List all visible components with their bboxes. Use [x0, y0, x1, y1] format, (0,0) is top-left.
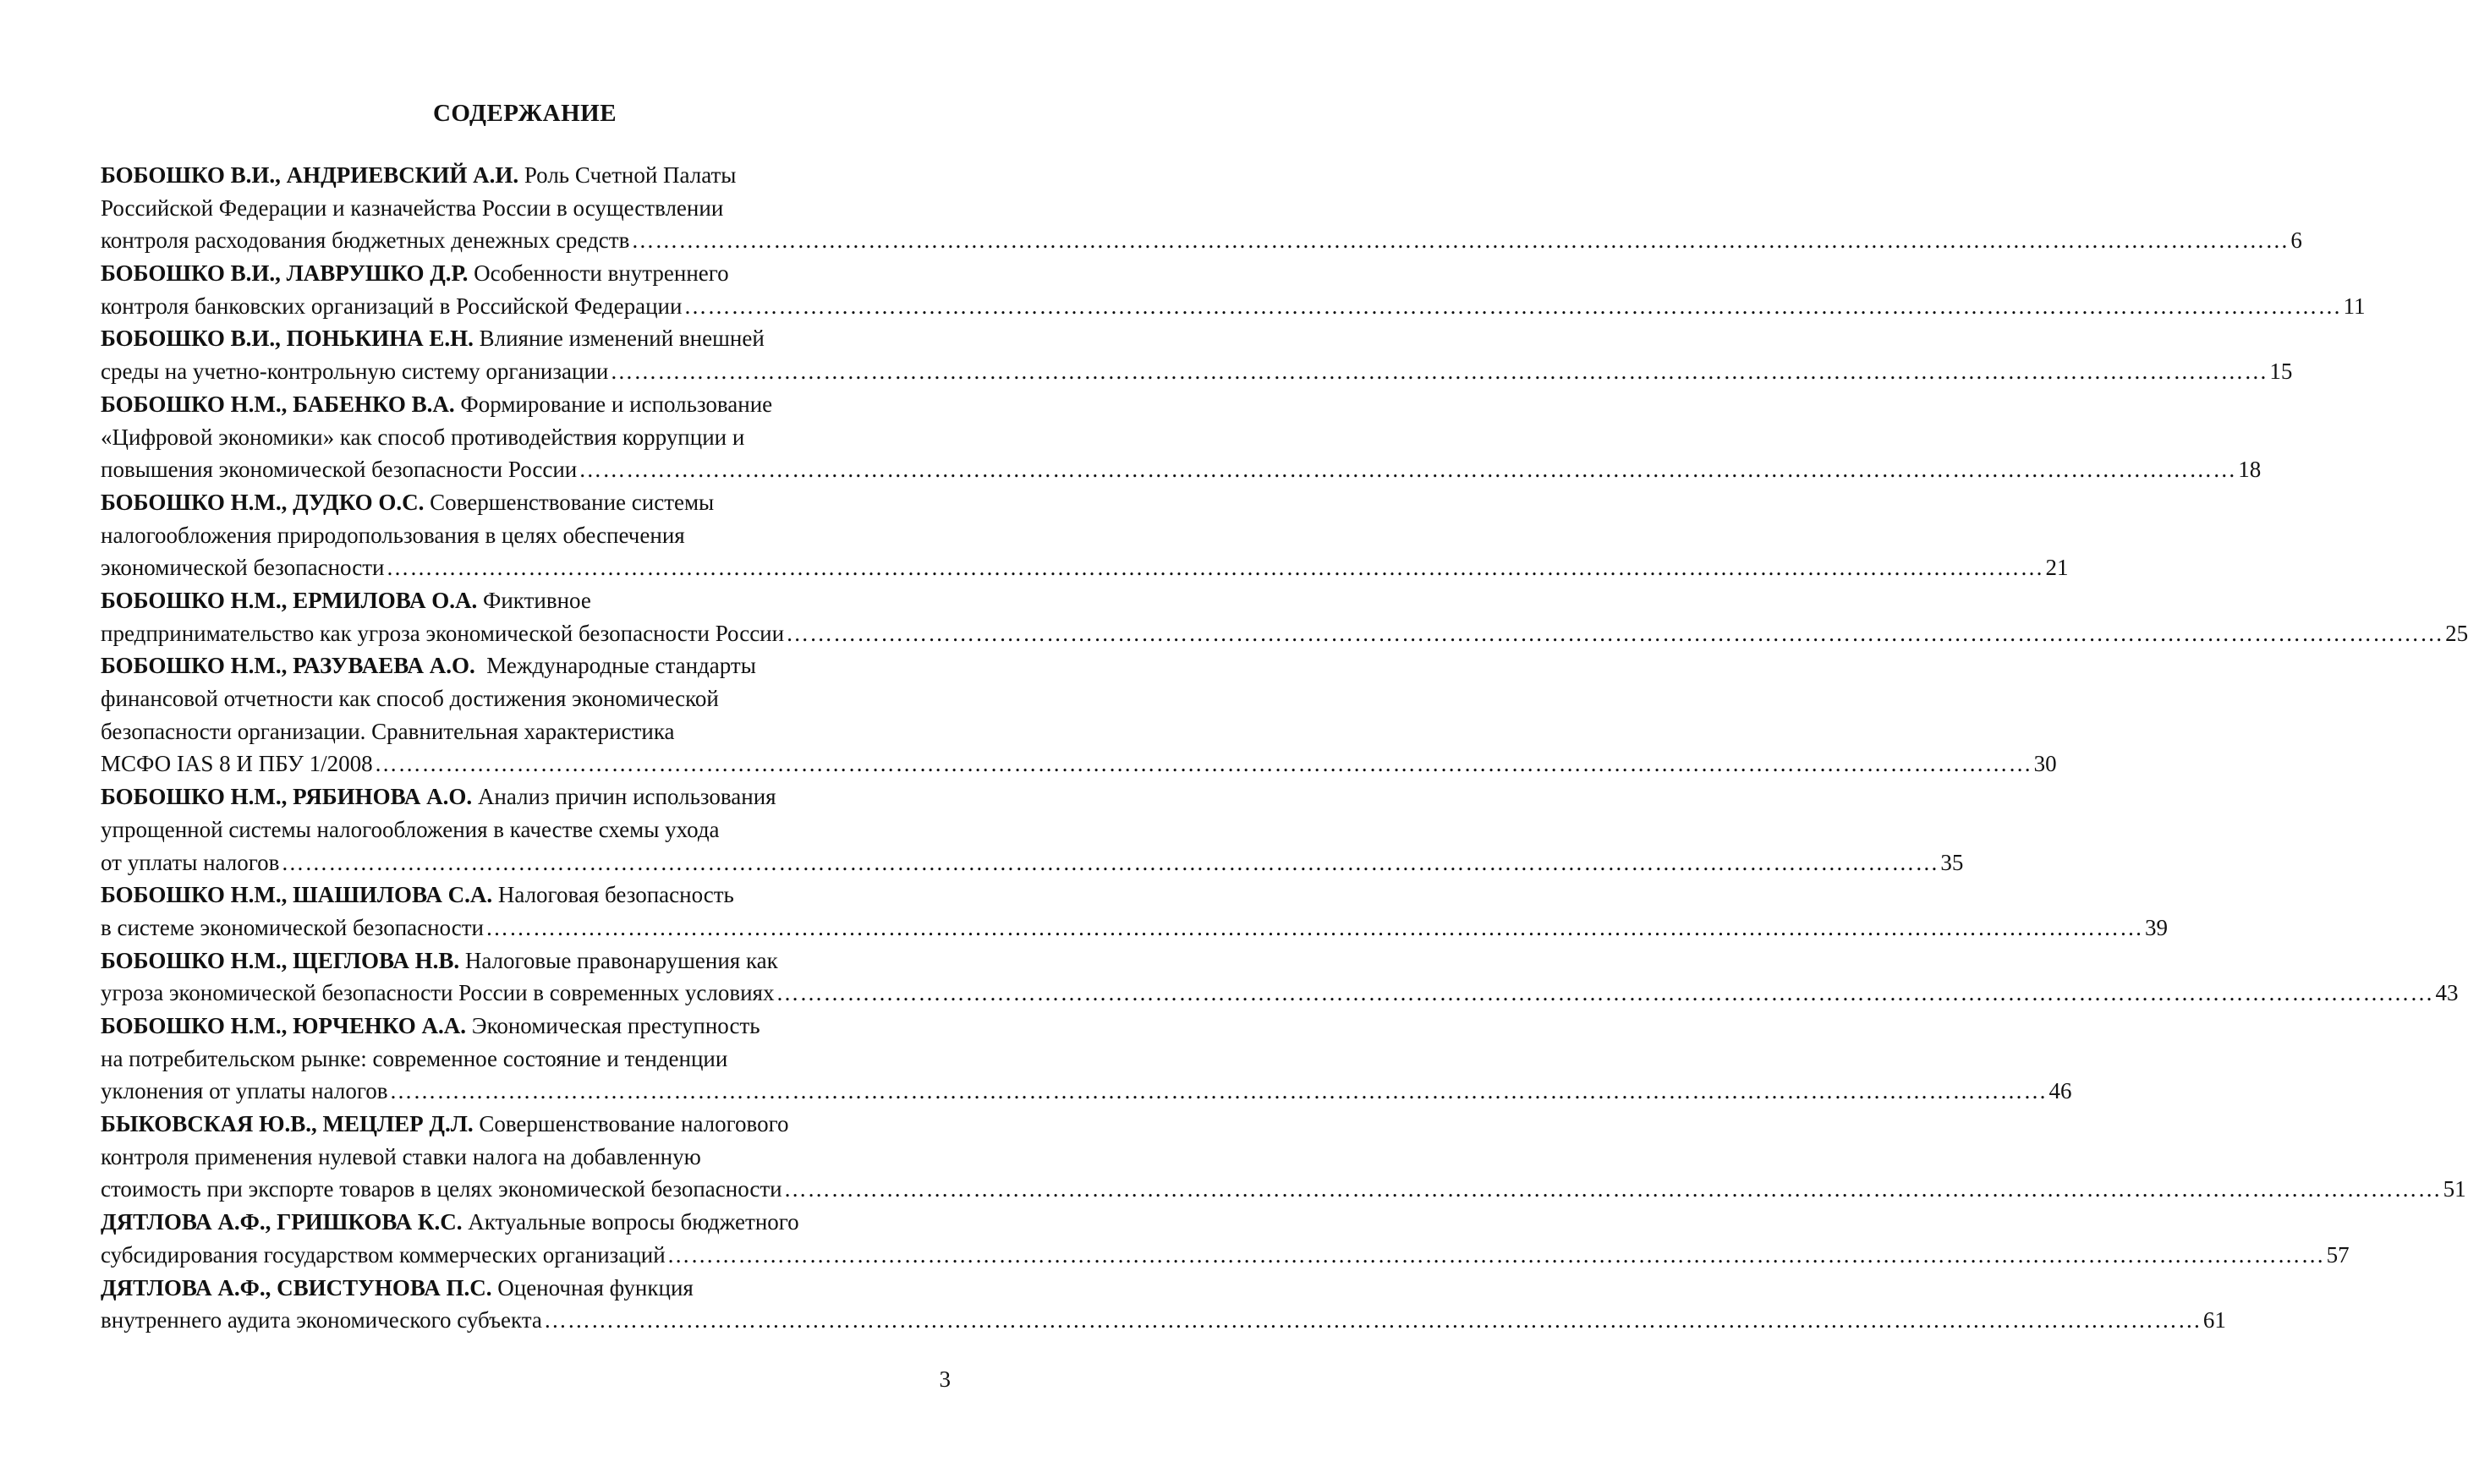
entry-page-number: 39 — [2144, 914, 2168, 940]
entry-first-line — [101, 1108, 917, 1141]
entry-last-line — [101, 1173, 2466, 1206]
entry-first-line — [101, 388, 917, 421]
entry-title-end: предпринимательство как угроза экономической безопасности России — [101, 620, 785, 646]
entry-title-line: Российской Федерации и казначейства России в осуществлении — [101, 194, 724, 221]
entry-page-number: 6 — [2290, 227, 2302, 254]
entry-last-line — [101, 1075, 2072, 1108]
entry-page-number: 21 — [2045, 555, 2069, 581]
entry-last-line — [101, 747, 2057, 780]
entry-title-end: в системе экономической безопасности — [101, 914, 484, 940]
toc-entry — [101, 1272, 2226, 1337]
entry-authors: БОБОШКО Н.М., РАЗУВАЕВА А.О. — [101, 653, 475, 679]
dot-leader — [281, 846, 1939, 879]
entry-authors: ДЯТЛОВА А.Ф., ГРИШКОВА К.С. — [101, 1209, 463, 1235]
page-title: СОДЕРЖАНИЕ — [432, 100, 617, 127]
entry-authors: БОБОШКО В.И., АНДРИЕВСКИЙ А.И. — [101, 162, 519, 188]
entry-authors: БОБОШКО Н.М., ЩЕГЛОВА Н.В. — [101, 947, 460, 973]
entry-title-end: внутреннего аудита экономического субъекта — [101, 1307, 542, 1333]
entry-title-start: Оценочная функция — [491, 1274, 694, 1301]
dot-leader — [667, 1239, 2325, 1272]
entry-first-line — [101, 584, 917, 617]
entry-page-number: 43 — [2435, 980, 2459, 1006]
entry-first-line — [101, 649, 917, 682]
entry-first-line — [101, 257, 917, 290]
entry-title-end: угроза экономической безопасности России в современных условиях — [101, 980, 775, 1006]
entry-page-number: 57 — [2326, 1241, 2350, 1268]
toc-entry — [101, 1010, 2072, 1108]
toc-entry — [101, 945, 2459, 1010]
entry-last-line — [101, 1239, 2350, 1272]
toc-entry — [101, 584, 2468, 649]
toc-entry — [101, 322, 2293, 387]
entry-page-number: 25 — [2445, 620, 2468, 646]
entry-last-line — [101, 224, 2302, 257]
toc-entry — [101, 649, 2057, 780]
dot-leader — [776, 977, 2433, 1010]
entry-authors: БЫКОВСКАЯ Ю.В., МЕЦЛЕР Д.Л. — [101, 1111, 474, 1137]
entry-title-end: повышения экономической безопасности России — [101, 457, 578, 483]
entry-title-start: Налоговая безопасность — [492, 882, 734, 908]
entry-page-number: 15 — [2269, 359, 2293, 385]
dot-leader — [784, 1173, 2442, 1206]
entry-title-start: Формирование и использование — [454, 391, 773, 417]
entry-page-number: 18 — [2238, 457, 2262, 483]
dot-leader — [610, 355, 2268, 388]
entry-page-number: 30 — [2033, 751, 2057, 777]
entry-title-end: от уплаты налогов — [101, 849, 280, 875]
dot-leader — [631, 224, 2289, 257]
entry-first-line — [101, 1272, 917, 1305]
entry-title-end: экономической безопасности — [101, 555, 385, 581]
entry-title-start: Роль Счетной Палаты — [518, 162, 737, 188]
dot-leader — [386, 551, 2043, 584]
toc-entry — [101, 1206, 2350, 1271]
entry-first-line — [101, 486, 917, 519]
entry-first-line — [101, 945, 917, 977]
toc-entry — [101, 879, 2168, 944]
entry-last-line — [101, 846, 1964, 879]
toc-entry — [101, 1108, 2466, 1206]
dot-leader — [375, 747, 2032, 780]
entry-page-number: 51 — [2443, 1176, 2466, 1202]
entry-title-start: Экономическая преступность — [466, 1013, 760, 1039]
entry-title-start: Анализ причин использования — [472, 784, 776, 810]
entry-title-end: стоимость при экспорте товаров в целях экономической безопасности — [101, 1176, 782, 1202]
entry-authors: БОБОШКО Н.М., ДУДКО О.С. — [101, 489, 425, 515]
entry-title-end: среды на учетно-контрольную систему организации — [101, 359, 609, 385]
dot-leader — [485, 912, 2143, 945]
dot-leader — [683, 290, 2341, 323]
entry-first-line — [101, 780, 917, 813]
entry-last-line — [101, 355, 2293, 388]
dot-leader — [389, 1075, 2047, 1108]
entry-title-line: финансовой отчетности как способ достижения экономической — [101, 686, 719, 712]
entry-title-end: контроля расходования бюджетных денежных средств — [101, 227, 630, 254]
entry-title-start: Налоговые правонарушения как — [459, 947, 778, 973]
entry-last-line — [101, 1304, 2226, 1337]
entry-last-line — [101, 912, 2168, 945]
entry-last-line — [101, 617, 2468, 650]
entry-title-line: «Цифровой экономики» как способ противодействия коррупции и — [101, 424, 745, 450]
entry-title-line: на потребительском рынке: современное состояние и тенденции — [101, 1045, 728, 1071]
entry-last-line — [101, 453, 2262, 486]
toc-entry — [101, 486, 2069, 584]
entry-last-line — [101, 551, 2069, 584]
entry-title-line: налогообложения природопользования в целях обеспечения — [101, 522, 685, 548]
entry-page-number: 46 — [2048, 1078, 2072, 1104]
dot-leader — [579, 453, 2236, 486]
entry-authors: БОБОШКО Н.М., ЕРМИЛОВА О.А. — [101, 588, 478, 614]
entry-title-start: Фиктивное — [477, 588, 591, 614]
entry-authors: БОБОШКО Н.М., ЮРЧЕНКО А.А. — [101, 1013, 466, 1039]
entry-first-line — [101, 159, 917, 192]
dot-leader — [544, 1304, 2202, 1337]
entry-title-end: субсидирования государством коммерческих организаций — [101, 1241, 666, 1268]
entry-title-end: МСФО IAS 8 И ПБУ 1/2008 — [101, 751, 373, 777]
toc-entry — [101, 780, 1964, 879]
entry-title-start: Актуальные вопросы бюджетного — [462, 1209, 799, 1235]
entry-first-line — [101, 879, 917, 912]
entry-page-number: 61 — [2202, 1307, 2226, 1333]
entry-first-line — [101, 1206, 917, 1239]
entry-last-line — [101, 977, 2459, 1010]
entry-title-line: контроля применения нулевой ставки налога на добавленную — [101, 1143, 701, 1169]
dot-leader — [786, 617, 2443, 650]
entry-authors: БОБОШКО В.И., ЛАВРУШКО Д.Р. — [101, 260, 469, 287]
entry-page-number: 35 — [1940, 849, 1964, 875]
entry-title-start: Совершенствование налогового — [473, 1111, 789, 1137]
entry-authors: БОБОШКО Н.М., ШАШИЛОВА С.А. — [101, 882, 493, 908]
entry-last-line — [101, 290, 2366, 323]
table-of-contents — [101, 159, 2468, 1337]
entry-authors: БОБОШКО Н.М., РЯБИНОВА А.О. — [101, 784, 473, 810]
entry-title-line: безопасности организации. Сравнительная характеристика — [101, 718, 675, 744]
toc-entry — [101, 257, 2366, 322]
entry-authors: ДЯТЛОВА А.Ф., СВИСТУНОВА П.С. — [101, 1274, 492, 1301]
toc-entry — [101, 159, 2302, 257]
entry-title-line: упрощенной системы налогообложения в качестве схемы ухода — [101, 816, 720, 842]
entry-title-start: Влияние изменений внешней — [473, 326, 765, 352]
entry-title-end: контроля банковских организаций в Российской Федерации — [101, 293, 683, 319]
entry-first-line — [101, 1010, 917, 1043]
footer-page-number: 3 — [939, 1366, 951, 1392]
entry-title-start: Международные стандарты — [474, 653, 756, 679]
toc-entry — [101, 388, 2262, 486]
entry-authors: БОБОШКО Н.М., БАБЕНКО В.А. — [101, 391, 455, 417]
entry-authors: БОБОШКО В.И., ПОНЬКИНА Е.Н. — [101, 326, 474, 352]
entry-first-line — [101, 322, 917, 355]
entry-title-start: Совершенствование системы — [424, 489, 715, 515]
entry-title-end: уклонения от уплаты налогов — [101, 1078, 388, 1104]
entry-title-start: Особенности внутреннего — [468, 260, 729, 287]
entry-page-number: 11 — [2343, 293, 2366, 319]
